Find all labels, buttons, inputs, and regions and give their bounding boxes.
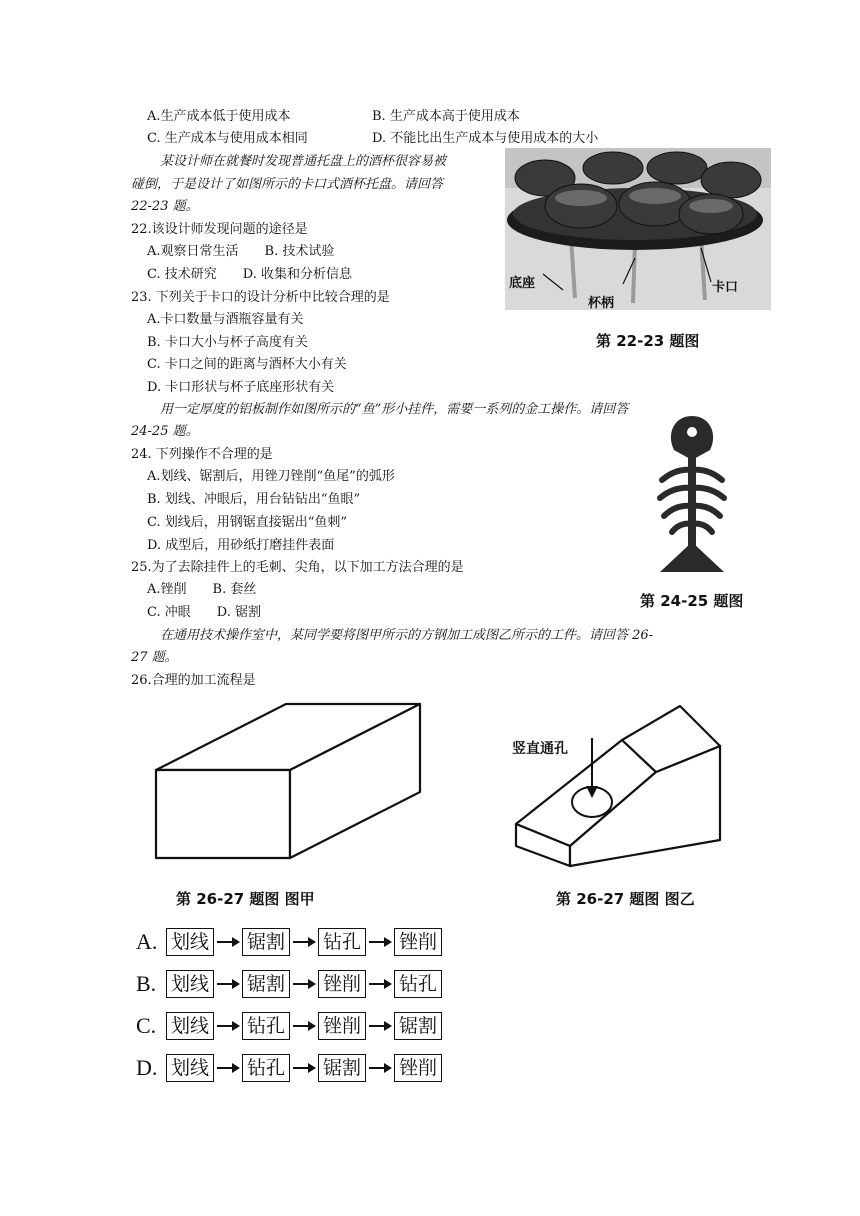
flow-step: 锉削 [318, 1012, 366, 1040]
caption-jia: 第 26-27 题图 图甲 [176, 890, 315, 908]
arrow-right-icon [214, 1055, 242, 1081]
question-24-option-b: B. 划线、冲眼后，用台钻钻出“鱼眼” [147, 492, 361, 507]
flow-step: 划线 [166, 1012, 214, 1040]
arrow-right-icon [290, 971, 318, 997]
flow-option-b [136, 968, 442, 1000]
stem-26-27-line2: 27 题。 [131, 650, 178, 665]
flow-letter: B. [136, 971, 157, 996]
flow-option-c [136, 1010, 442, 1042]
flow-step: 划线 [166, 1054, 214, 1082]
caption-24-25: 第 24-25 题图 [640, 592, 744, 610]
arrow-right-icon [366, 1055, 394, 1081]
label-slot: 卡口 [712, 280, 739, 295]
flow-step: 锯割 [394, 1012, 442, 1040]
question-24-option-a: A.划线、锯割后，用锉刀锉削“鱼尾”的弧形 [147, 469, 395, 484]
label-base: 底座 [509, 276, 536, 291]
question-25-options-cd: C. 冲眼 D. 锯割 [147, 605, 261, 620]
question-23-option-d: D. 卡口形状与杯子底座形状有关 [147, 380, 335, 395]
flow-option-d [136, 1052, 442, 1084]
arrow-right-icon [366, 1013, 394, 1039]
question-25: 25.为了去除挂件上的毛刺、尖角，以下加工方法合理的是 [131, 560, 464, 575]
question-22: 22.该设计师发现问题的途径是 [131, 222, 308, 237]
question-23: 23. 下列关于卡口的设计分析中比较合理的是 [131, 290, 390, 305]
arrow-right-icon [366, 929, 394, 955]
question-23-option-b: B. 卡口大小与杯子高度有关 [147, 335, 308, 350]
flow-step: 锯割 [318, 1054, 366, 1082]
flow-step: 划线 [166, 928, 214, 956]
figure-yi-workpiece [510, 700, 730, 870]
option-2a: C. 生产成本与使用成本相同 [147, 131, 308, 146]
arrow-right-icon [366, 971, 394, 997]
question-26: 26.合理的加工流程是 [131, 673, 256, 688]
flow-step: 钻孔 [318, 928, 366, 956]
arrow-right-icon [214, 929, 242, 955]
stem-22-23-line1: 某设计师在就餐时发现普通托盘上的酒杯很容易被 [160, 154, 447, 169]
option-2b: D. 不能比出生产成本与使用成本的大小 [372, 131, 599, 146]
label-vertical-hole: 竖直通孔 [512, 741, 568, 757]
caption-yi: 第 26-27 题图 图乙 [556, 890, 695, 908]
question-23-option-a: A.卡口数量与酒瓶容量有关 [147, 312, 304, 327]
flow-step: 锉削 [394, 928, 442, 956]
option-1a: A.生产成本低于使用成本 [147, 109, 291, 124]
flow-step: 钻孔 [242, 1012, 290, 1040]
figure-jia-block [150, 700, 430, 870]
stem-22-23-line3: 22-23 题。 [131, 199, 199, 214]
flow-step: 锯割 [242, 970, 290, 998]
stem-24-25-line2: 24-25 题。 [131, 424, 199, 439]
stem-24-25-line1: 用一定厚度的铝板制作如图所示的“鱼”形小挂件，需要一系列的金工操作。请回答 [160, 402, 629, 417]
question-24-option-d: D. 成型后，用砂纸打磨挂件表面 [147, 538, 335, 553]
flow-letter: A. [136, 929, 158, 954]
arrow-right-icon [214, 1013, 242, 1039]
arrow-right-icon [290, 929, 318, 955]
option-1b: B. 生产成本高于使用成本 [372, 109, 520, 124]
fish-pendant-figure [652, 410, 732, 580]
label-stem: 杯柄 [588, 296, 615, 311]
flow-letter: D. [136, 1055, 158, 1080]
flow-step: 划线 [166, 970, 214, 998]
question-25-options-ab: A.锉削 B. 套丝 [147, 582, 257, 597]
flow-option-a [136, 926, 442, 958]
flow-step: 锉削 [318, 970, 366, 998]
flow-step: 锯割 [242, 928, 290, 956]
question-24: 24. 下列操作不合理的是 [131, 447, 273, 462]
caption-22-23: 第 22-23 题图 [596, 332, 700, 350]
stem-22-23-line2: 碰倒，于是设计了如图所示的卡口式酒杯托盘。请回答 [131, 177, 444, 192]
question-22-options-ab: A.观察日常生活 B. 技术试验 [147, 244, 335, 259]
question-24-option-c: C. 划线后，用钢锯直接锯出“鱼刺” [147, 515, 348, 530]
question-23-option-c: C. 卡口之间的距离与酒杯大小有关 [147, 357, 347, 372]
flow-step: 钻孔 [242, 1054, 290, 1082]
stem-26-27-line1: 在通用技术操作室中，某同学要将图甲所示的方钢加工成图乙所示的工件。请回答 26- [160, 628, 654, 643]
question-22-options-cd: C. 技术研究 D. 收集和分析信息 [147, 267, 352, 282]
flow-letter: C. [136, 1013, 157, 1038]
flow-step: 锉削 [394, 1054, 442, 1082]
arrow-right-icon [214, 971, 242, 997]
arrow-right-icon [290, 1013, 318, 1039]
arrow-right-icon [290, 1055, 318, 1081]
flow-step: 钻孔 [394, 970, 442, 998]
